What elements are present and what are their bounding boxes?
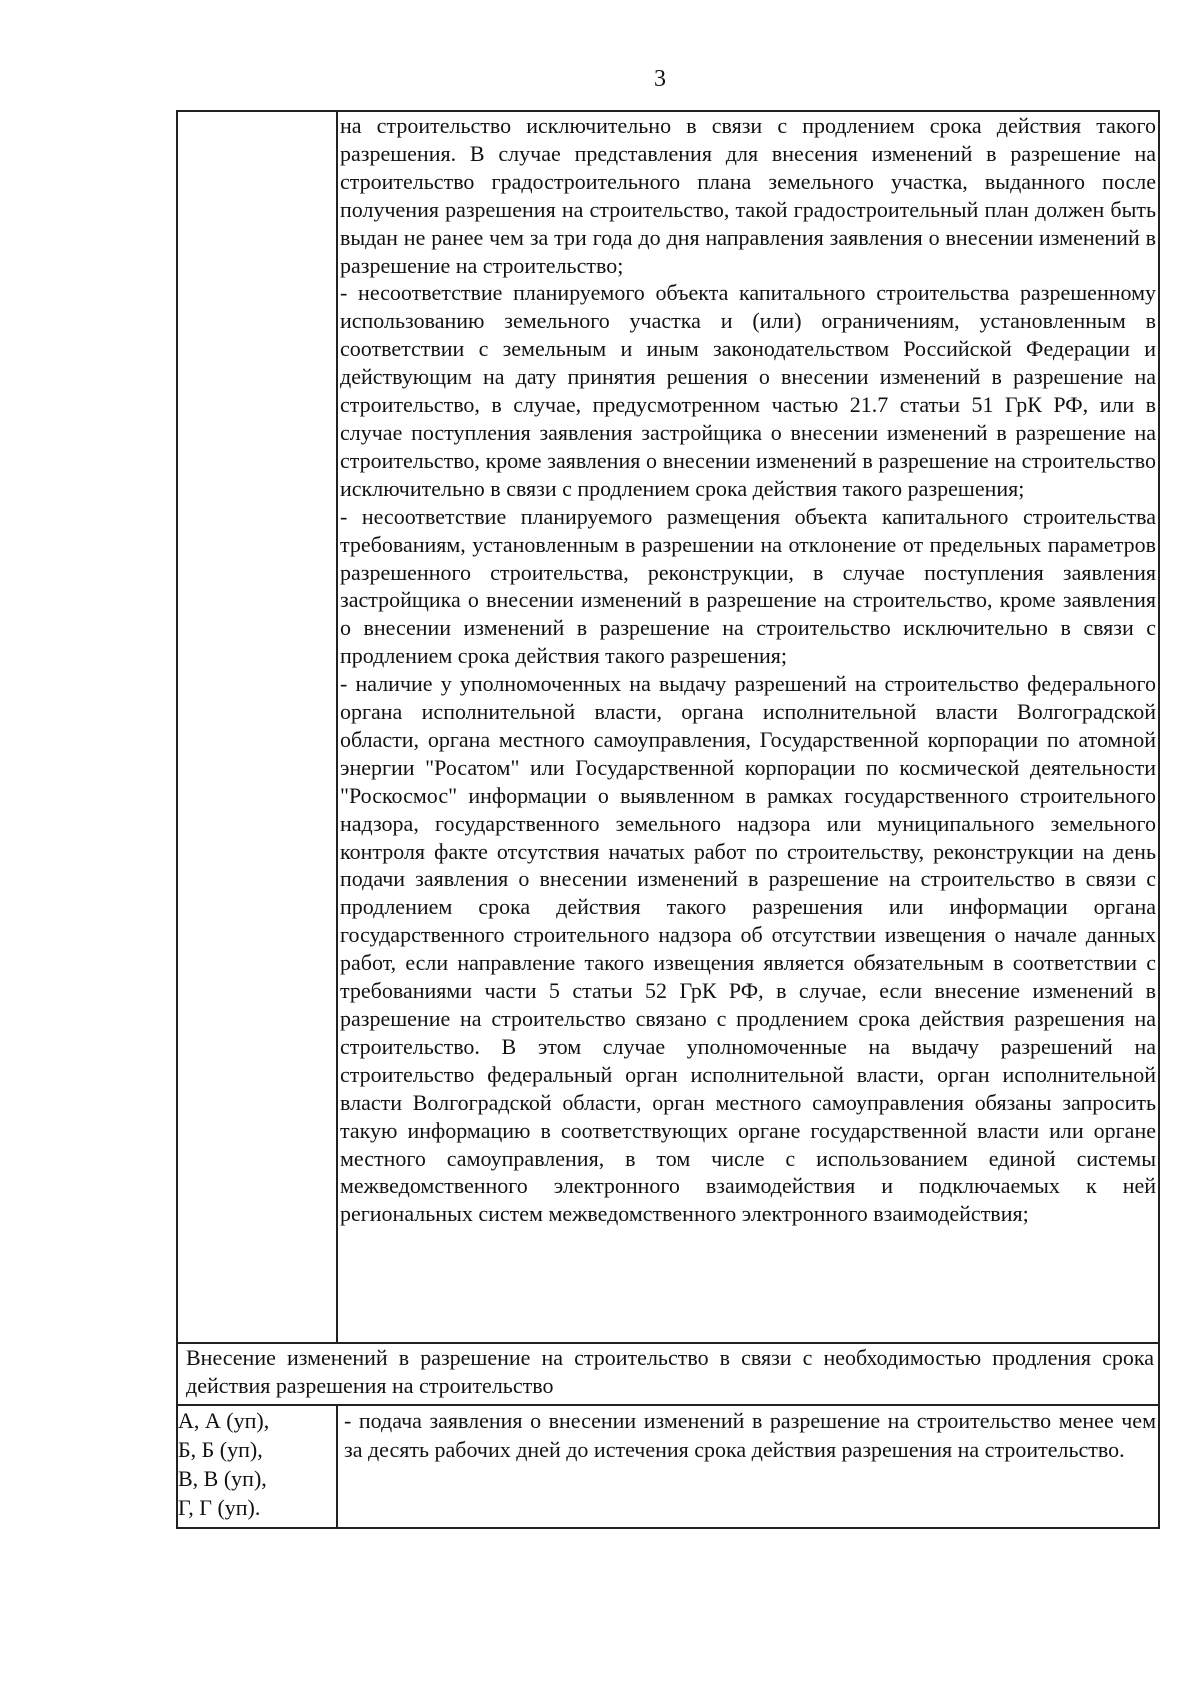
zone-label: А, А (уп),	[178, 1408, 270, 1433]
section-heading: Внесение изменений в разрешение на строительство в связи с необходимостью продления срока действия разрешения на строительство	[186, 1345, 1154, 1398]
refusal-grounds-cell	[340, 112, 1156, 1228]
grounds-paragraph: - несоответствие планируемого объекта капитального строительства разрешенному использованию земельного участка и (или) ограничениям, установленным в соответствии с земельным и иным законодательством Российской Федерации и действующим на дату принятия решения о внесении изменений в разрешение на строительство, в случае, предусмотренном частью 21.7 статьи 51 ГрК РФ, или в случае поступления заявления застройщика о внесении изменений в разрешение на строительство, кроме заявления о внесении изменений в разрешение на строительство исключительно в связи с продлением срока действия такого разрешения;	[340, 280, 1156, 501]
zones-cell	[178, 1406, 334, 1522]
table-column-divider	[336, 110, 338, 1342]
zone-label: Г, Г (уп).	[178, 1495, 261, 1520]
grounds-paragraph: - несоответствие планируемого размещения объекта капитального строительства требованиям, установленным в разрешении на отклонение от предельных параметров разрешенного строительства, реконструкции, в случае поступления заявления застройщика о внесении изменений в разрешение на строительство, кроме заявления о внесении изменений в разрешение на строительство исключительно в связи с продлением срока действия такого разрешения;	[340, 503, 1156, 669]
zone-label: В, В (уп),	[178, 1466, 267, 1491]
grounds-paragraph: на строительство исключительно в связи с продлением срока действия такого разрешения. В случае представления для внесения изменений в разрешение на строительство градостроительного плана земельного участка, выданного после получения разрешения на строительство, такой градостроительный план должен быть выдан не ранее чем за три года до дня направления заявления о внесении изменений в разрешение на строительство;	[340, 113, 1156, 278]
grounds-paragraph: - наличие у уполномоченных на выдачу разрешений на строительство федерального органа исполнительной власти, органа исполнительной власти Волгоградской области, органа местного самоуправления, Государственной корпорации по атомной энергии "Росатом" или Государственной корпорации по космической деятельности "Роскосмос" информации о выявленном в рамках государственного строительного надзора, государственного земельного надзора или муниципального земельного контроля факте отсутствия начатых работ по строительству, реконструкции на день подачи заявления о внесении изменений в разрешение на строительство в связи с продлением срока действия такого разрешения или информации органа государственного строительного надзора об отсутствии извещения о начале данных работ, если направление такого извещения является обязательным в соответствии с требованиями части 5 статьи 52 ГрК РФ, в случае, если внесение изменений в разрешение на строительство связано с продлением срока действия разрешения на строительство. В этом случае уполномоченные на выдачу разрешений на строительство федеральный орган исполнительной власти, орган исполнительной власти Волгоградской области, орган местного самоуправления обязаны запросить такую информацию в соответствующих органе государственной власти или органе местного самоуправления, в том числе с использованием единой системы межведомственного электронного взаимодействия и подключаемых к ней региональных систем межведомственного электронного взаимодействия;	[340, 671, 1156, 1227]
table-column-divider	[336, 1404, 338, 1529]
zone-label: Б, Б (уп),	[178, 1437, 263, 1462]
ground-cell: - подача заявления о внесении изменений в разрешение на строительство менее чем за десять рабочих дней до истечения срока действия разрешения на строительство.	[344, 1408, 1156, 1462]
page-number: 3	[654, 66, 666, 92]
